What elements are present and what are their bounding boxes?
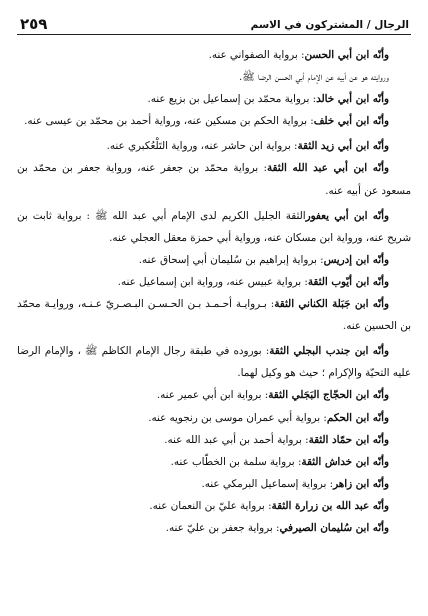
entry-lead: وأنّه ابن الحجّاج البَجَلي الثقة: [268, 389, 389, 402]
running-title: الرجال / المشتركون في الاسم: [250, 19, 409, 31]
entry-lead: وأنّه ابن أيّوب الثقة: [307, 275, 389, 288]
entry-lead: وأنّه ابن سُليمان الصيرفي: [279, 521, 389, 534]
entry-ibn-idris: [17, 249, 411, 271]
entry-abdullah-ibn-zurara: [17, 495, 411, 517]
entry-lead: وأنّه ابن أبي زيد الثقة: [297, 140, 389, 153]
entry-lead: وأنّه ابن أبي الحسن: [304, 49, 389, 61]
entry-ibn-abi-khalaf: [17, 110, 411, 132]
page-number: ٢٥٩: [20, 15, 48, 33]
entry-ibn-al-hajjaj: [17, 384, 411, 406]
page-body: [17, 44, 411, 539]
entry-text: : برواية عليّ بن النعمان عنه.: [149, 499, 272, 512]
entry-text: : بوروده في طبقة رجال الإمام الكاظم ﷺ ، والإمام الرضا عليه التحيّة والإكرام ؛ حيث هو وكيل لهما.: [17, 345, 411, 380]
entry-ibn-al-hakam: [17, 407, 411, 429]
entry-text: : برواية إسماعيل البرمكي عنه.: [201, 477, 334, 490]
entry-text: الثقة الجليل الكريم لدى الإمام أبي عبد الله ﷺ : برواية ثابت بن شريح عنه، ورواية ابن مسكان عنه، ورواية أبي حمزة معقل العجلي عنه.: [17, 209, 411, 244]
entry-text: : برواية جعفر بن عليّ عنه.: [165, 521, 280, 534]
entry-lead: وأنّه ابن جندب البجلي الثقة: [269, 345, 389, 358]
entry-ibn-abi-yafur: [17, 205, 411, 249]
entry-lead: وأنّه ابن أبي خلف: [313, 115, 389, 128]
entry-text: : برواية سلمة بن الخطّاب عنه.: [170, 455, 302, 468]
entry-lead: وأنّه ابن أبي عبد الله الثقة: [266, 162, 389, 175]
entry-text: وروايته هو عن أبيه عن الإمام أبي الحسن الرضا ﷺ.: [238, 71, 389, 84]
entry-lead: وأنّه ابن حمّاد الثقة: [308, 433, 389, 446]
entry-lead: وأنّه ابن أبي خالد: [316, 93, 389, 106]
entry-text: : برواية عبيس عنه، ورواية ابن إسماعيل عنه.: [117, 275, 308, 288]
entry-ibn-ayyub: [17, 271, 411, 293]
entry-ibn-zahir: [17, 473, 411, 495]
entry-ibn-jundab: [17, 340, 411, 384]
entry-ibn-jabala: [17, 293, 411, 337]
entry-text: : برواية أحمد بن أبي عبد الله عنه.: [164, 433, 309, 446]
entry-ibn-abi-khalid: [17, 88, 411, 110]
entry-text: : برواية محمّد بن جعفر عنه، ورواية جعفر بن محمّد بن مسعود عن أبيه عنه.: [17, 162, 411, 197]
entry-text: : برواية الصفواني عنه.: [208, 49, 305, 61]
entry-text: : برواية الحكم بن مسكين عنه، ورواية أحمد بن محمّد بن عيسى عنه.: [24, 115, 314, 128]
entry-text: : برواية محمّد بن إسماعيل بن بزيع عنه.: [147, 93, 317, 106]
entry-text: : برواية إبراهيم بن سُليمان أبي إسحاق عنه.: [138, 253, 324, 266]
entry-ibn-khidash: [17, 451, 411, 473]
page-header: [17, 10, 411, 35]
entry-lead: وأنّه ابن زاهر: [333, 477, 389, 490]
entry-ibn-abi-zayd: [17, 135, 411, 157]
entry-lead: وأنّه ابن خداش الثقة: [301, 455, 389, 468]
entry-ibn-abi-al-hasan: [17, 44, 411, 66]
entry-ibn-sulayman-al-sayrafi: [17, 517, 411, 539]
entry-riwayatuhu: [17, 66, 411, 88]
entry-ibn-abi-abdillah: [17, 157, 411, 201]
entry-text: : برواية أبي عمران موسى بن رنجويه عنه.: [148, 411, 327, 424]
entry-lead: وأنّه ابن أبي يعفور: [305, 209, 389, 222]
entry-ibn-hammad: [17, 429, 411, 451]
entry-lead: وأنّه ابن جَبَلة الكناني الثقة: [274, 298, 389, 311]
entry-text: : بـروايـة أحـمـد بـن الحـسـن البـصـريّ عـنـه، وروايـة محمّد بن الحسين عنه.: [17, 298, 411, 333]
entry-lead: وأنّه عبد الله بن زرارة الثقة: [271, 499, 389, 512]
entry-text: : برواية ابن أبي عمير عنه.: [156, 389, 269, 402]
entry-text: : برواية ابن حاشر عنه، ورواية التَلْعُكبري عنه.: [106, 140, 298, 153]
entry-lead: وأنّه ابن إدريس: [323, 253, 389, 266]
entry-lead: وأنّه ابن الحكم: [326, 411, 389, 424]
